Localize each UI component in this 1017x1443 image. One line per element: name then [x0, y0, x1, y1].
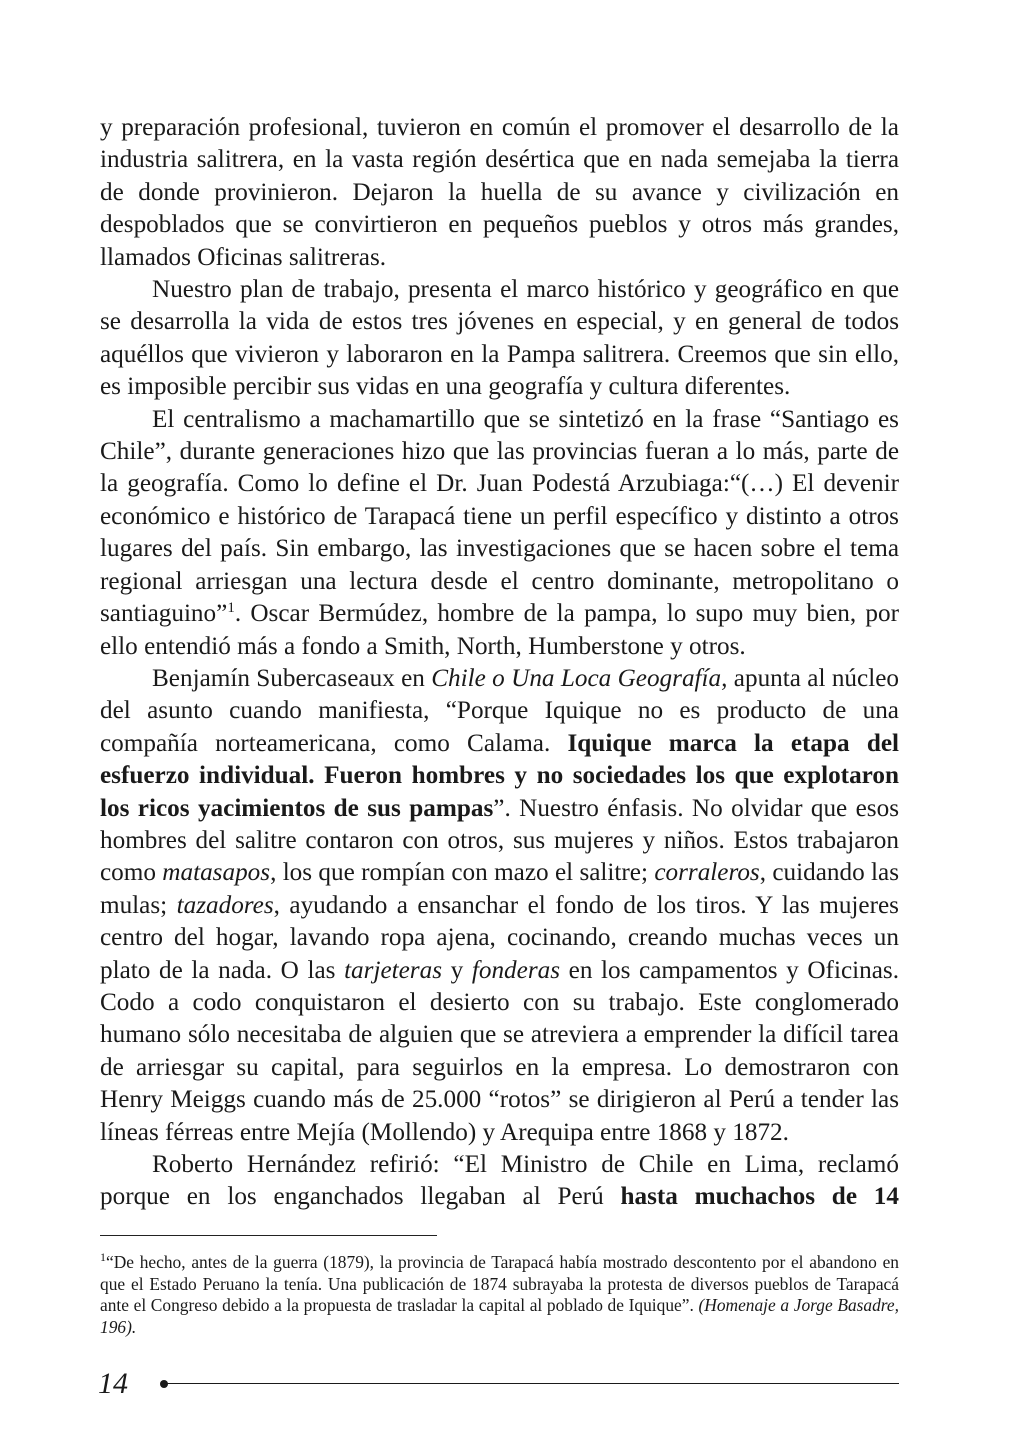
paragraph-text: , cuidando las mulas;	[100, 859, 899, 919]
footnote-paragraph	[100, 1252, 899, 1338]
paragraph-text: Benjamín Subercaseaux en	[152, 664, 432, 692]
paragraph-text: y	[442, 956, 472, 984]
footnote-separator	[100, 1235, 437, 1236]
paragraph-text: en los campamentos y Oficinas. Codo a codo conquistaron el desierto con su trabajo. Este conglomerado humano sólo necesitaba de alguien que se atreviera a emprender la difícil tarea de arriesgar su capital, para seguirlos en la empresa. Lo demostraron con Henry Meiggs cuando más de 25.000 “rotos” se dirigieron al Perú a tender las líneas férreas entre Mejía (Mollendo) y Arequipa entre 1868 y 1872.	[100, 956, 899, 1146]
paragraph	[100, 112, 899, 274]
emphasized-quote: Iquique marca la etapa del esfuerzo individual. Fueron hombres y no sociedades los que explotaron los ricos yacimientos de sus pampas	[100, 729, 899, 822]
footnote-marker: 1	[100, 1250, 106, 1264]
footnote-citation: (Homenaje a Jorge Basadre, 196).	[100, 1295, 899, 1337]
paragraph-text: ”. Nuestro énfasis. No olvidar que esos hombres del salitre contaron con otros, sus mujeres y niños. Estos trabajaron como	[100, 794, 899, 887]
footnote	[100, 1252, 899, 1338]
italic-term: tarjeteras	[344, 956, 443, 984]
paragraph	[100, 274, 899, 404]
folio-rule	[164, 1383, 899, 1384]
italic-term: matasapos	[162, 859, 271, 887]
main-text	[100, 112, 899, 1214]
paragraph-text: . Oscar Bermúdez, hombre de la pampa, lo supo muy bien, por ello entendió más a fondo a Smith, North, Humberstone y otros.	[100, 600, 899, 660]
footnote-reference: 1	[227, 600, 235, 617]
page-number: 14	[98, 1367, 128, 1400]
paragraph-text: Roberto Hernández refirió: “El Ministro de Chile en Lima, reclamó porque en los enganchados llegaban al Perú	[100, 1151, 899, 1211]
paragraph-text: , los que rompían con mazo el salitre;	[270, 859, 655, 887]
paragraph-text: , ayudando a ensanchar el fondo de los tiros. Y las mujeres centro del hogar, lavando ropa ajena, cocinando, creando muchas veces un plato de la nada. O las	[100, 891, 899, 984]
italic-term: tazadores	[176, 891, 274, 919]
footnote-text: “De hecho, antes de la guerra (1879), la provincia de Tarapacá había mostrado descontento por el abandono en que el Estado Peruano la tenía. Una publicación de 1874 subrayaba la protesta de diversos pueblos de Tarapacá ante el Congreso debido a la propuesta de trasladar la capital al poblado de Iquique”.	[100, 1252, 899, 1315]
paragraph-text: y preparación profesional, tuvieron en común el promover el desarrollo de la industria salitrera, en la vasta región desértica que en nada semejaba la tierra de donde provinieron. Dejaron la huella de su avance y civilización en despoblados que se convirtieron en pequeños pueblos y otros más grandes, llamados Oficinas salitreras.	[100, 114, 899, 271]
paragraph-text: Nuestro plan de trabajo, presenta el marco histórico y geográfico en que se desarrolla la vida de estos tres jóvenes en especial, y en general de todos aquéllos que vivieron y laboraron en la Pampa salitrera. Creemos que sin ello, es imposible percibir sus vidas en una geografía y cultura diferentes.	[100, 276, 899, 401]
paragraph	[100, 1149, 899, 1214]
paragraph-text: El centralismo a machamartillo que se sintetizó en la frase “Santiago es Chile”, durante generaciones hizo que las provincias fueran a lo más, parte de la geografía. Como lo define el Dr. Juan Podestá Arzubiaga:“(…) El devenir económico e histórico de Tarapacá tiene un perfil específico y distinto a otros lugares del país. Sin embargo, las investigaciones que se hacen sobre el tema regional arriesgan una lectura desde el centro dominante, metropolitano o santiaguino”	[100, 405, 899, 628]
emphasized-text: hasta muchachos de 14	[620, 1183, 899, 1211]
italic-term: fonderas	[471, 956, 561, 984]
italic-term: corraleros	[654, 859, 760, 887]
paragraph-text: apunta al núcleo del asunto cuando manifiesta, “Porque Iquique no es producto de una compañía norteamericana, como Calama.	[100, 664, 899, 757]
paragraph	[100, 404, 899, 663]
folio-bullet	[160, 1380, 168, 1388]
paragraph	[100, 663, 899, 1149]
book-title: Chile o Una Loca Geografía,	[431, 664, 728, 692]
